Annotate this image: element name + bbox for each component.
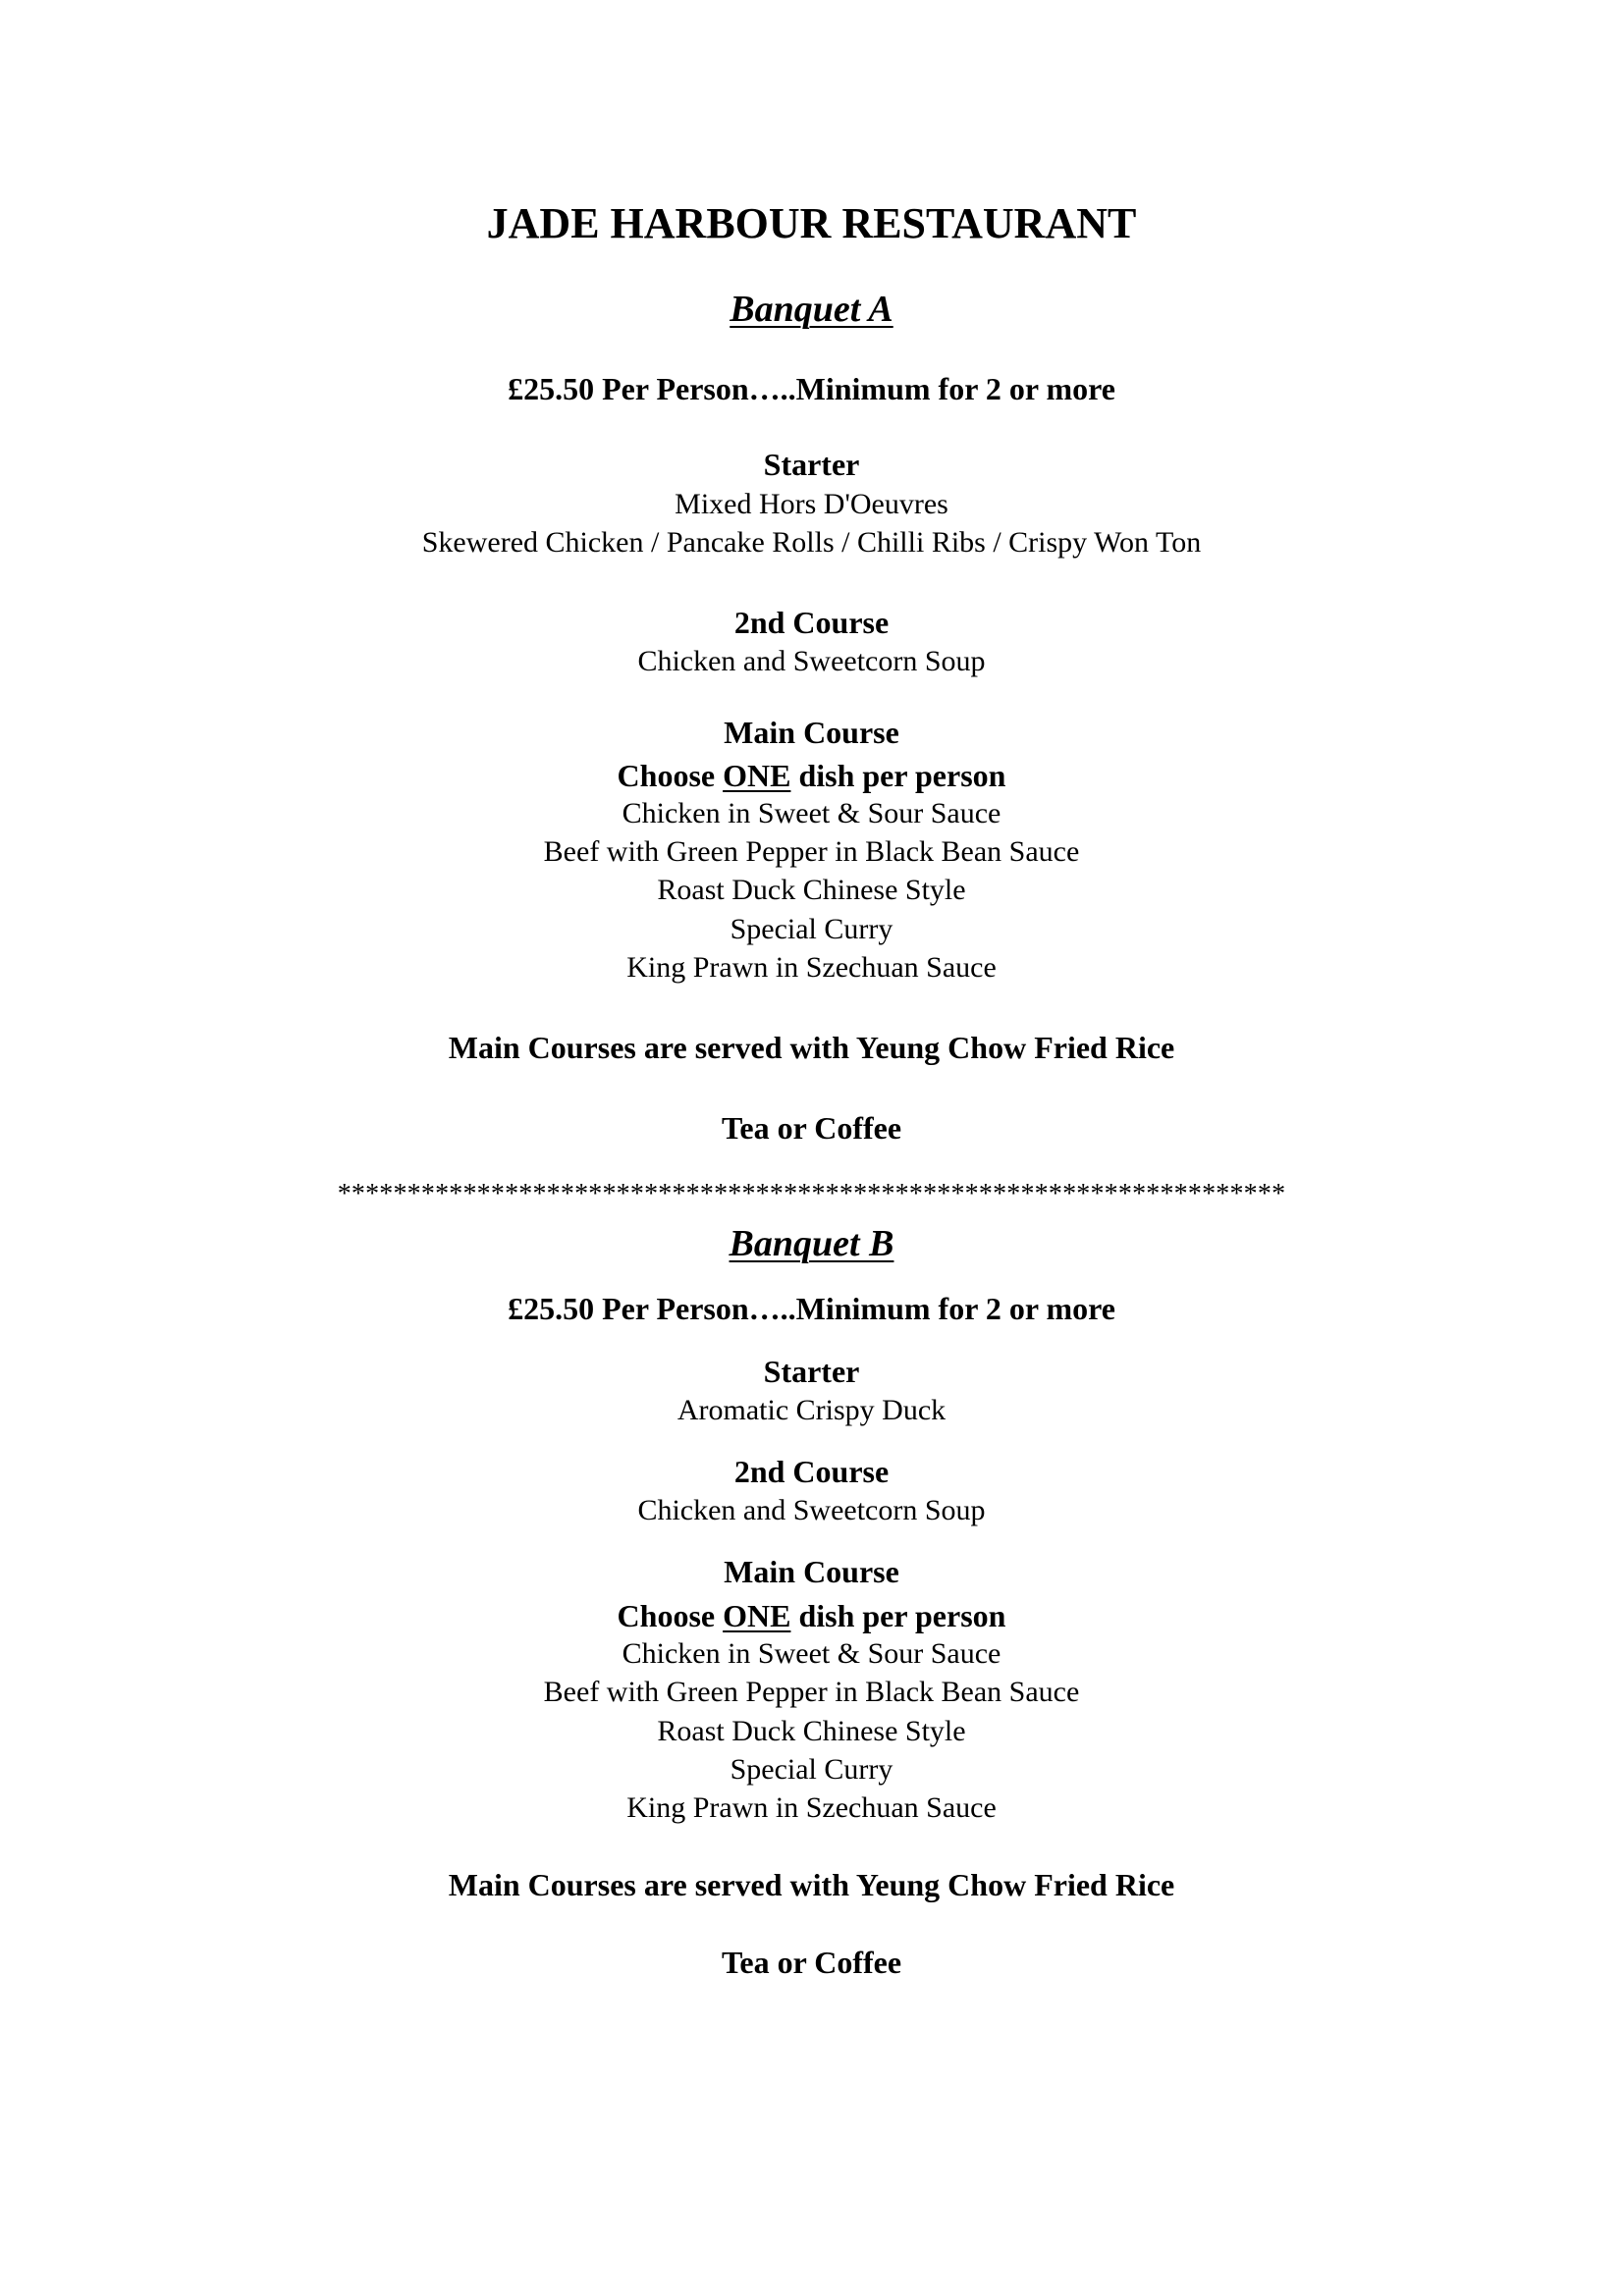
banquet-a-main-item: Roast Duck Chinese Style bbox=[657, 874, 966, 906]
banquet-b-second-course-item: Chicken and Sweetcorn Soup bbox=[637, 1494, 986, 1526]
banquet-b-main-item: Chicken in Sweet & Sour Sauce bbox=[622, 1637, 1001, 1670]
banquet-a-second-course-item: Chicken and Sweetcorn Soup bbox=[637, 645, 986, 677]
banquet-b-main-item: King Prawn in Szechuan Sauce bbox=[626, 1791, 997, 1824]
banquet-b-main-course-heading: Main Course bbox=[724, 1554, 899, 1589]
choose-suffix: dish per person bbox=[790, 758, 1006, 793]
banquet-a-main-item: King Prawn in Szechuan Sauce bbox=[626, 951, 997, 984]
banquet-b-drinks: Tea or Coffee bbox=[721, 1945, 902, 1980]
choose-prefix: Choose bbox=[617, 758, 724, 793]
banquet-a-starter-item: Mixed Hors D'Oeuvres bbox=[675, 488, 948, 520]
banquet-a-price: £25.50 Per Person…..Minimum for 2 or more bbox=[508, 371, 1115, 406]
banquet-b-price: £25.50 Per Person…..Minimum for 2 or more bbox=[508, 1291, 1115, 1326]
banquet-b-main-item: Roast Duck Chinese Style bbox=[657, 1715, 966, 1747]
section-separator: ******************************************************************** bbox=[337, 1179, 1286, 1209]
banquet-a-served-with: Main Courses are served with Yeung Chow Fried Rice bbox=[448, 1030, 1175, 1065]
banquet-b-starter-item: Aromatic Crispy Duck bbox=[676, 1394, 947, 1426]
banquet-a-drinks: Tea or Coffee bbox=[721, 1110, 902, 1146]
choose-emphasis: ONE bbox=[723, 1598, 791, 1633]
choose-emphasis: ONE bbox=[723, 758, 791, 793]
banquet-a-main-item: Special Curry bbox=[730, 913, 893, 945]
banquet-b-title: Banquet B bbox=[729, 1223, 894, 1264]
banquet-a-second-course-heading: 2nd Course bbox=[733, 605, 890, 640]
banquet-b-second-course-heading: 2nd Course bbox=[733, 1454, 890, 1489]
banquet-a-main-item: Beef with Green Pepper in Black Bean Sauce bbox=[543, 835, 1080, 868]
banquet-a-starter-heading: Starter bbox=[763, 447, 860, 482]
banquet-b-choose-instruction bbox=[0, 1600, 1623, 1631]
choose-suffix: dish per person bbox=[790, 1598, 1006, 1633]
restaurant-title: JADE HARBOUR RESTAURANT bbox=[486, 199, 1137, 247]
banquet-b-served-with: Main Courses are served with Yeung Chow Fried Rice bbox=[448, 1867, 1175, 1902]
banquet-a-main-item: Chicken in Sweet & Sour Sauce bbox=[622, 797, 1001, 829]
banquet-a-main-course-heading: Main Course bbox=[724, 715, 899, 750]
choose-prefix: Choose bbox=[617, 1598, 724, 1633]
banquet-a-choose-instruction bbox=[0, 760, 1623, 791]
banquet-b-main-item: Special Curry bbox=[730, 1753, 893, 1786]
banquet-b-main-item: Beef with Green Pepper in Black Bean Sauce bbox=[543, 1676, 1080, 1708]
banquet-a-starter-item: Skewered Chicken / Pancake Rolls / Chilli Ribs / Crispy Won Ton bbox=[421, 526, 1202, 559]
banquet-a-title: Banquet A bbox=[730, 289, 893, 330]
banquet-b-starter-heading: Starter bbox=[763, 1354, 860, 1389]
